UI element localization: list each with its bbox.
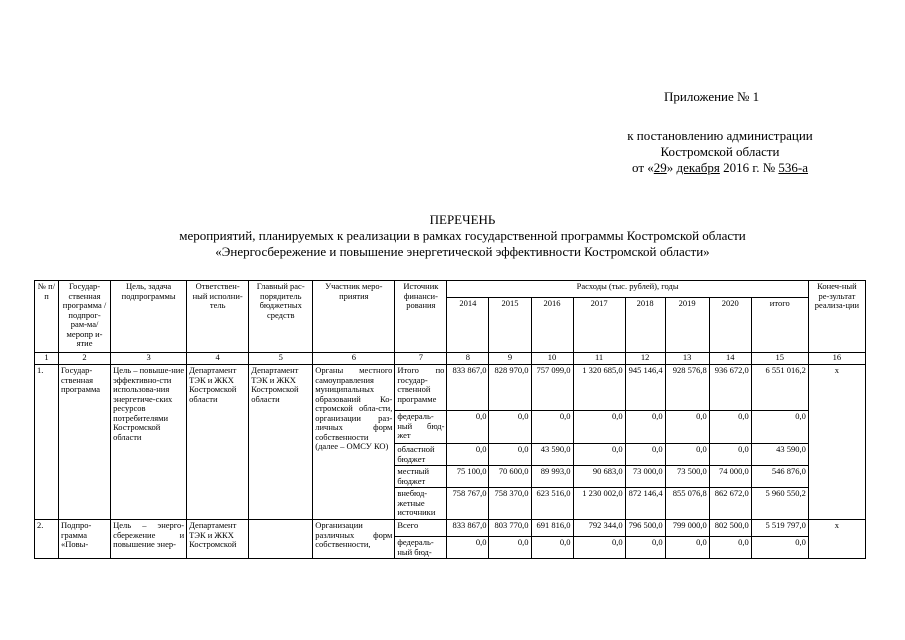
expense-value: 0,0: [531, 537, 573, 559]
header-manager: Главный рас-порядитель бюджетных средств: [249, 281, 313, 353]
expense-value: 0,0: [709, 411, 751, 444]
appendix-label: Приложение № 1: [664, 89, 760, 104]
expense-value: 758 370,0: [489, 488, 531, 520]
decree-number: 536-а: [778, 160, 809, 175]
decree-block: [600, 128, 840, 176]
header-goal: Цель, задача подпрограммы: [111, 281, 187, 353]
header-program: Государ-ственная программа /подпрог-рам-ма/меропр и-ятие: [59, 281, 111, 353]
row-num: 2.: [35, 520, 59, 559]
column-number: 16: [808, 353, 865, 365]
row-participant: Органы местного самоуправления муниципальных образований Ко-стромской обла-сти, организации раз-личных форм собственности (далее – ОМСУ КО): [313, 365, 395, 520]
expense-value: 0,0: [625, 411, 665, 444]
column-number: 12: [625, 353, 665, 365]
expense-value: 0,0: [573, 537, 625, 559]
funding-source: федераль-ный бюд-жет: [395, 411, 447, 444]
column-number: 5: [249, 353, 313, 365]
expense-value: 70 600,0: [489, 466, 531, 488]
expense-value: 73 000,0: [625, 466, 665, 488]
column-number: 2: [59, 353, 111, 365]
expense-value: 0,0: [447, 537, 489, 559]
row-executor: Департамент ТЭК и ЖКХ Костромской: [187, 520, 249, 559]
funding-source: местный бюджет: [395, 466, 447, 488]
header-year: 2018: [625, 298, 665, 353]
row-program: Подпро-грамма «Повы-: [59, 520, 111, 559]
expense-value: 0,0: [709, 537, 751, 559]
expense-value: 43 590,0: [531, 444, 573, 466]
expense-value: 0,0: [489, 411, 531, 444]
expense-value: 803 770,0: [489, 520, 531, 537]
expense-value: 0,0: [665, 444, 709, 466]
column-number: 6: [313, 353, 395, 365]
title-line3: «Энергосбережение и повышение энергетической эффективности Костромской области»: [215, 244, 710, 259]
header-source: Источник финанси-рования: [395, 281, 447, 353]
column-number: 1: [35, 353, 59, 365]
expense-value: 833 867,0: [447, 365, 489, 411]
row-goal: Цель – энерго-сбережение и повышение энер-: [111, 520, 187, 559]
expense-value: 1 230 002,0: [573, 488, 625, 520]
expense-value: 928 576,8: [665, 365, 709, 411]
expense-value: 0,0: [665, 411, 709, 444]
expense-value: 872 146,4: [625, 488, 665, 520]
column-number: 14: [709, 353, 751, 365]
column-number: 4: [187, 353, 249, 365]
funding-source: областной бюджет: [395, 444, 447, 466]
decree-month: декабря: [676, 160, 720, 175]
header-year: 2014: [447, 298, 489, 353]
column-number: 15: [751, 353, 808, 365]
decree-date-mid: »: [666, 160, 677, 175]
header-expenses: Расходы (тыс. рублей), годы: [447, 281, 808, 298]
column-number: 11: [573, 353, 625, 365]
row-participant: Организации различных форм собственности,: [313, 520, 395, 559]
expense-value: 74 000,0: [709, 466, 751, 488]
expense-total: 0,0: [751, 537, 808, 559]
expense-value: 73 500,0: [665, 466, 709, 488]
expense-value: 862 672,0: [709, 488, 751, 520]
expense-value: 796 500,0: [625, 520, 665, 537]
expense-value: 792 344,0: [573, 520, 625, 537]
title-line1: ПЕРЕЧЕНЬ: [429, 212, 496, 227]
header-year: 2015: [489, 298, 531, 353]
row-result: х: [808, 520, 865, 559]
row-result: х: [808, 365, 865, 520]
header-participant: Участник меро-приятия: [313, 281, 395, 353]
expense-value: 802 500,0: [709, 520, 751, 537]
row-manager: [249, 520, 313, 559]
expense-value: 833 867,0: [447, 520, 489, 537]
header-num: № п/п: [35, 281, 59, 353]
expense-value: 75 100,0: [447, 466, 489, 488]
expense-total: 0,0: [751, 411, 808, 444]
header-executor: Ответствен-ный исполни-тель: [187, 281, 249, 353]
column-number: 7: [395, 353, 447, 365]
column-number: 8: [447, 353, 489, 365]
header-year: 2016: [531, 298, 573, 353]
expense-value: 0,0: [625, 537, 665, 559]
column-number: 3: [111, 353, 187, 365]
header-total: итого: [751, 298, 808, 353]
expense-value: 758 767,0: [447, 488, 489, 520]
expense-value: 828 970,0: [489, 365, 531, 411]
header-result: Конеч-ный ре-зультат реализа-ции: [808, 281, 865, 353]
expense-total: 43 590,0: [751, 444, 808, 466]
expense-total: 5 519 797,0: [751, 520, 808, 537]
row-program: Государ-ственная программа: [59, 365, 111, 520]
header-year: 2019: [665, 298, 709, 353]
column-number: 10: [531, 353, 573, 365]
expense-total: 546 876,0: [751, 466, 808, 488]
expense-total: 5 960 550,2: [751, 488, 808, 520]
header-year: 2017: [573, 298, 625, 353]
table-row: [35, 365, 866, 411]
expense-value: 0,0: [665, 537, 709, 559]
funding-source: Всего: [395, 520, 447, 537]
title-line2: мероприятий, планируемых к реализации в рамках государственной программы Костромской области: [179, 228, 746, 243]
column-number: 9: [489, 353, 531, 365]
funding-source: федераль-ный бюд-: [395, 537, 447, 559]
expense-value: 0,0: [489, 537, 531, 559]
expense-value: 0,0: [489, 444, 531, 466]
column-numbers-row: [35, 353, 866, 365]
expense-value: 0,0: [625, 444, 665, 466]
decree-date-line: [600, 160, 840, 176]
expense-value: 0,0: [447, 444, 489, 466]
expense-value: 0,0: [573, 411, 625, 444]
expense-value: 945 146,4: [625, 365, 665, 411]
decree-line1: к постановлению администрации: [627, 128, 813, 143]
row-num: 1.: [35, 365, 59, 520]
expense-value: 855 076,8: [665, 488, 709, 520]
expense-value: 0,0: [573, 444, 625, 466]
expense-value: 1 320 685,0: [573, 365, 625, 411]
funding-source: Итого по государ-ственной программе: [395, 365, 447, 411]
expense-value: 623 516,0: [531, 488, 573, 520]
decree-day: 29: [653, 160, 667, 175]
document-title: [60, 212, 865, 260]
expense-value: 0,0: [531, 411, 573, 444]
header-year: 2020: [709, 298, 751, 353]
expense-value: 89 993,0: [531, 466, 573, 488]
row-goal: Цель – повыше-ние эффективно-сти использова-ния энергетиче-ских ресурсов потребителями Костромской области: [111, 365, 187, 520]
expense-value: 799 000,0: [665, 520, 709, 537]
funding-source: внебюд-жетные источники: [395, 488, 447, 520]
measures-table: [34, 280, 866, 559]
decree-year: 2016 г. №: [719, 160, 779, 175]
table-row: [35, 520, 866, 537]
expense-value: 936 672,0: [709, 365, 751, 411]
decree-line2: Костромской области: [660, 144, 780, 159]
expense-total: 6 551 016,2: [751, 365, 808, 411]
row-manager: Департамент ТЭК и ЖКХ Костромской области: [249, 365, 313, 520]
expense-value: 90 683,0: [573, 466, 625, 488]
expense-value: 691 816,0: [531, 520, 573, 537]
row-executor: Департамент ТЭК и ЖКХ Костромской области: [187, 365, 249, 520]
expense-value: 0,0: [447, 411, 489, 444]
decree-date-prefix: от «: [631, 160, 654, 175]
expense-value: 757 099,0: [531, 365, 573, 411]
column-number: 13: [665, 353, 709, 365]
expense-value: 0,0: [709, 444, 751, 466]
